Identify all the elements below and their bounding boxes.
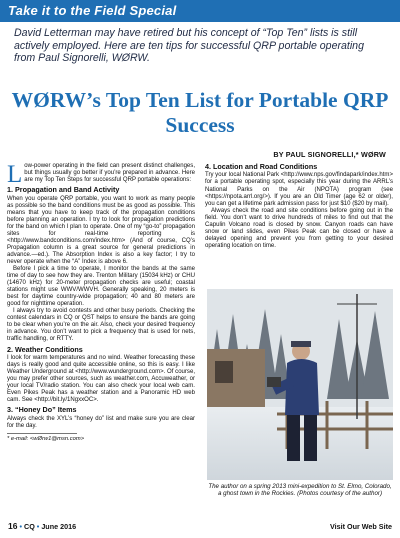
section-4-paragraph-2: Always check the road and site conditions before going out in the field. You don’t want to drive hundreds of miles to find out that the Capulin Volcano road is closed by snow. Canyon roads can have snow or land slides, even Pikes Peak can be closed or have a delayed opening and prevent you from getting to your desired operating location on time. (205, 207, 393, 249)
section-2-paragraph-1: I look for warm temperatures and no wind. Weather forecasting these days is really good and quite accessible online, so this is easy. I like Weather Underground at <http://www.wunderground.com>. Of course, you may prefer other sources, such as weather.com, Accuweather, or your local TV/radio station. You can also check your local web cam. Even Pikes Peak has a weather station and a Panoramic HD web cam. See <http://bit.ly/1NgxxOC>. (7, 354, 195, 404)
issue-date: June 2016 (41, 522, 77, 531)
page-footer (8, 521, 392, 533)
separator-bullet: • (36, 522, 40, 531)
footnote-divider (7, 433, 77, 434)
section-heading-3: 3. “Honey Do” Items (7, 405, 77, 415)
article-title: WØRW’s Top Ten List for Portable QRP Success (11, 88, 389, 137)
section-1-paragraph-2: Before I pick a time to operate, I monitor the bands at the same time of day to see how they are. Trenton Military (15034 kHz) or CHU (14670 kHz) for 20-meter propagation checks are useful; coastal stations might use WWV/WWVH. Generally speaking, 20 meters is best for daytime country-wide propagation; 40 and 80 meters are good for nighttime operation. (7, 266, 195, 308)
website-link[interactable]: Visit Our Web Site (329, 522, 392, 531)
section-heading-4: 4. Location and Road Conditions (205, 162, 318, 171)
section-4-paragraph-1: Try your local National Park <http://www.nps.gov/findapark/index.htm> for a portable operating spot, especially this year during the ARRL’s National Parks on the Air (NPOTA) program (see <https://npota.arrl.org/>). If you are an Old Timer (age 62 or older), you can get a lifetime park admission pass for just $10 ($20 by mail). (205, 172, 393, 207)
section-heading-2: 2. Weather Conditions (7, 344, 83, 354)
section-1-paragraph-3: I always try to avoid contests and other busy periods. Checking the contest calendars in CQ or QST helps to ensure the bands are going to be clear when you’re on the air. Also, check your desired frequency in advance. You don’t want to pick a frequency that is used for nets, traffic handling, or RTTY. (7, 308, 195, 343)
section-banner (0, 0, 400, 22)
qrp-radio (267, 377, 281, 387)
separator-bullet: • (19, 522, 22, 531)
byline: BY PAUL SIGNORELLI,* WØRW (273, 150, 386, 159)
intro-text: ow-power operating in the field can present distinct challenges, but things usually go better if you’re prepared in advance. Here are my Top Ten Steps for successful QRP portable operations: (24, 163, 195, 184)
intro-paragraph (7, 161, 195, 188)
footnote: * e-mail: <wØrw1@msn.com> (7, 435, 85, 442)
article-deck: David Letterman may have retired but his concept of “Top Ten” lists is still actively employed. Here are ten tips for successful QRP portable operating from Paul Signorelli, WØRW. (14, 27, 364, 65)
section-1-paragraph-1: When you operate QRP portable, you want to work as many people as possible so the band conditions must be as good as possible. This means that you have to keep track of the propagation conditions before planning an operation. I try to look for propagation predictions for the band on which I plan to operate. One of my “go-to” propagation sites for real-time reporting is <http://www.bandconditions.com/index.htm> (And of course, CQ’s Propagation column is a great source for general predictions in advance.—ed.). The Absorption Index is also a key factor; I try to never operate when the “A” Index is above 6. (7, 195, 195, 265)
section-heading-1: 1. Propagation and Band Activity (7, 185, 120, 195)
section-tag: Take it to the Field Special (8, 3, 177, 18)
column-left (7, 163, 195, 443)
column-right (205, 163, 393, 250)
author-photo (207, 289, 393, 480)
page-number: 16 (8, 521, 18, 531)
drop-cap: L (7, 161, 23, 188)
page-folio (8, 521, 76, 531)
magazine-name: CQ (24, 522, 35, 531)
photo-caption: The author on a spring 2013 mini-expedition to St. Elmo, Colorado, a ghost town in the Rockies. (Photos courtesy of the author) (208, 483, 392, 498)
section-3-paragraph-1: Always check the XYL’s “honey do” list and make sure you are clear for the day. (7, 415, 195, 429)
